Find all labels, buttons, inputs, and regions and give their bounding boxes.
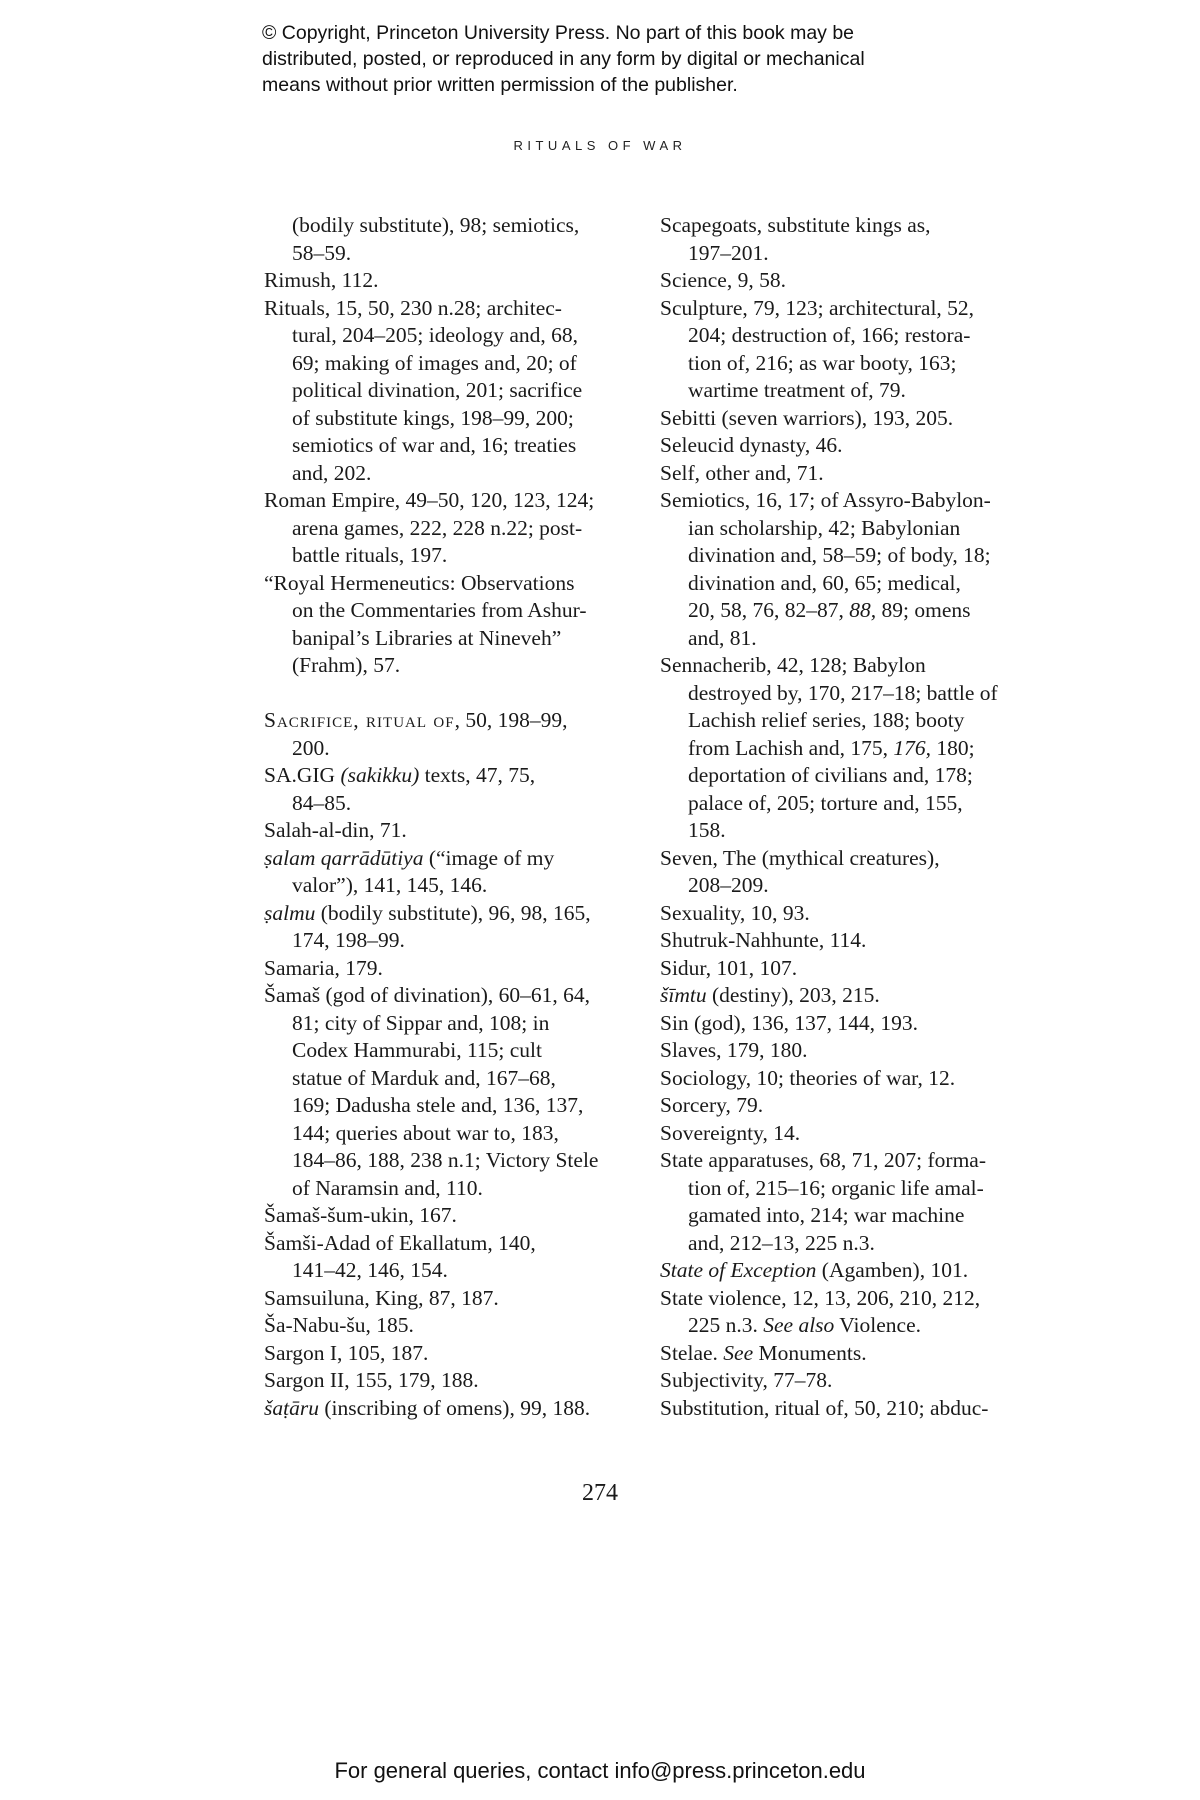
index-entry-continuation xyxy=(264,1257,644,1285)
index-entry xyxy=(264,817,644,845)
index-entry-continuation xyxy=(660,240,1040,268)
index-entry-continuation xyxy=(660,872,1040,900)
index-text: See xyxy=(723,1340,754,1365)
index-entry-continuation xyxy=(660,707,1040,735)
index-entry xyxy=(264,1340,644,1368)
index-text: 180; xyxy=(931,735,975,760)
index-text: deportation of civilians and, 178; xyxy=(688,763,973,787)
copyright-line: means without prior written permission of the publisher. xyxy=(262,74,738,96)
index-text: Šamši-Adad of Ekallatum, 140, xyxy=(264,1230,536,1255)
index-entry xyxy=(264,982,644,1010)
index-entry xyxy=(660,1037,1040,1065)
index-text: (“image of my xyxy=(423,845,555,870)
index-text: divination and, 58–59; of body, 18; xyxy=(688,543,991,567)
page-number: 274 xyxy=(582,1480,618,1506)
index-entry xyxy=(264,1312,644,1340)
index-text: šaṭāru xyxy=(264,1395,319,1420)
index-entry xyxy=(660,1120,1040,1148)
index-text: Sacrifice, ritual of xyxy=(264,708,455,732)
index-entry-continuation xyxy=(660,762,1040,790)
index-text: Sculpture, 79, 123; architectural, 52, xyxy=(660,295,975,320)
index-entry-continuation xyxy=(660,515,1040,543)
index-entry-continuation xyxy=(264,432,644,460)
running-head: RITUALS OF WAR xyxy=(513,138,687,153)
index-column-right xyxy=(660,212,1040,1422)
index-entry-continuation xyxy=(660,377,1040,405)
index-entry-continuation xyxy=(264,515,644,543)
index-entry xyxy=(660,927,1040,955)
index-entry xyxy=(264,1285,644,1313)
index-entry-continuation xyxy=(660,597,1040,625)
index-text: from Lachish and, 175, xyxy=(688,735,894,760)
index-entry-continuation xyxy=(264,212,644,240)
index-entry xyxy=(264,295,644,323)
index-entry xyxy=(660,1285,1040,1313)
index-entry xyxy=(264,1367,644,1395)
index-text: Slaves, 179, 180. xyxy=(660,1038,808,1062)
index-entry xyxy=(660,900,1040,928)
index-entry-continuation xyxy=(264,1010,644,1038)
index-text: valor”), 141, 145, 146. xyxy=(292,873,488,897)
index-text: gamated into, 214; war machine xyxy=(688,1203,965,1227)
index-entry-continuation xyxy=(660,625,1040,653)
index-text: banipal’s Libraries at Nineveh” xyxy=(292,625,562,650)
index-text: Šamaš (god of divination), 60–61, 64, xyxy=(264,983,591,1007)
index-text: Sovereignty, 14. xyxy=(660,1120,801,1145)
index-text: Sin (god), 136, 137, 144, 193. xyxy=(660,1010,918,1035)
index-entry xyxy=(264,762,644,790)
index-text: 208–209. xyxy=(688,873,769,897)
index-text: Codex Hammurabi, 115; cult xyxy=(292,1038,542,1062)
index-entry-continuation xyxy=(264,460,644,488)
index-entry xyxy=(264,1395,644,1423)
index-text: ṣalmu xyxy=(264,900,316,925)
index-entry xyxy=(660,1147,1040,1175)
index-entry xyxy=(660,487,1040,515)
index-text: Sebitti (seven warriors), 193, 205. xyxy=(660,405,954,430)
index-text: tion of, 216; as war booty, 163; xyxy=(688,350,957,375)
index-entry-continuation xyxy=(264,350,644,378)
index-entry-continuation xyxy=(264,405,644,433)
index-entry-continuation xyxy=(264,1147,644,1175)
index-text: political divination, 201; sacrifice xyxy=(292,378,583,402)
index-text: 197–201. xyxy=(688,240,769,265)
index-text: tion of, 215–16; organic life amal- xyxy=(688,1175,984,1200)
index-entry-continuation xyxy=(264,790,644,818)
index-text: Roman Empire, 49–50, 120, 123, 124; xyxy=(264,488,595,512)
index-entry xyxy=(660,982,1040,1010)
index-entry xyxy=(660,1092,1040,1120)
index-entry xyxy=(660,405,1040,433)
index-text: 144; queries about war to, 183, xyxy=(292,1120,559,1145)
index-text: 176, xyxy=(893,735,932,760)
index-entry-continuation xyxy=(264,1065,644,1093)
index-entry xyxy=(264,955,644,983)
index-text: 158. xyxy=(688,818,726,842)
index-text: Ša-Nabu-šu, 185. xyxy=(264,1313,414,1337)
index-entry xyxy=(660,1395,1040,1423)
index-entry-continuation xyxy=(660,735,1040,763)
index-entry xyxy=(660,1340,1040,1368)
index-text: statue of Marduk and, 167–68, xyxy=(292,1065,556,1090)
index-text: Seleucid dynasty, 46. xyxy=(660,433,843,457)
index-text: Science, 9, 58. xyxy=(660,268,786,292)
index-entry-continuation xyxy=(660,322,1040,350)
index-text: 204; destruction of, 166; restora- xyxy=(688,323,971,347)
index-text: 169; Dadusha stele and, 136, 137, xyxy=(292,1093,584,1117)
index-text: Salah-al-din, 71. xyxy=(264,818,407,842)
index-text: Substitution, ritual of, 50, 210; abduc- xyxy=(660,1395,989,1420)
index-text: wartime treatment of, 79. xyxy=(688,378,906,402)
copyright-notice xyxy=(262,20,1022,98)
index-text: Samaria, 179. xyxy=(264,955,383,980)
index-entry xyxy=(660,267,1040,295)
index-entry-continuation xyxy=(660,1230,1040,1258)
index-text: texts, 47, 75, xyxy=(419,763,536,787)
index-entry-continuation xyxy=(264,597,644,625)
index-entry xyxy=(660,1257,1040,1285)
index-text: šīmtu xyxy=(660,983,707,1007)
index-entry-continuation xyxy=(264,240,644,268)
index-text: Monuments. xyxy=(753,1340,867,1365)
index-entry-continuation xyxy=(264,322,644,350)
index-text: Sennacherib, 42, 128; Babylon xyxy=(660,653,926,677)
footer-contact: For general queries, contact info@press.princeton.edu xyxy=(334,1758,866,1783)
index-entry-continuation xyxy=(660,542,1040,570)
index-text: palace of, 205; torture and, 155, xyxy=(688,790,963,815)
index-text: on the Commentaries from Ashur- xyxy=(292,598,587,622)
index-text: Self, other and, 71. xyxy=(660,460,824,485)
index-text: 174, 198–99. xyxy=(292,928,405,952)
index-text: 20, 58, 76, 82–87, xyxy=(688,598,850,622)
index-text: “Royal Hermeneutics: Observations xyxy=(264,570,575,595)
index-text: SA.GIG xyxy=(264,763,341,787)
index-text: (Frahm), 57. xyxy=(292,653,401,677)
index-text: ian scholarship, 42; Babylonian xyxy=(688,515,961,540)
index-entry xyxy=(660,955,1040,983)
index-text: Violence. xyxy=(834,1313,921,1337)
index-text: 84–85. xyxy=(292,790,352,815)
index-text: Semiotics, 16, 17; of Assyro-Babylon- xyxy=(660,488,991,512)
index-text: (destiny), 203, 215. xyxy=(706,983,880,1007)
index-entry-continuation xyxy=(660,817,1040,845)
index-text: battle rituals, 197. xyxy=(292,543,448,567)
index-text: Subjectivity, 77–78. xyxy=(660,1368,833,1392)
index-text: State of Exception xyxy=(660,1258,817,1282)
index-text: ṣalam qarrādūtiya xyxy=(264,845,424,870)
index-entry xyxy=(264,487,644,515)
index-text: , 50, 198–99, xyxy=(454,708,568,732)
index-entry-continuation xyxy=(264,735,644,763)
index-text: divination and, 60, 65; medical, xyxy=(688,570,961,595)
index-entry-continuation xyxy=(264,625,644,653)
copyright-line: © Copyright, Princeton University Press. No part of this book may be xyxy=(262,22,855,44)
index-text: and, 202. xyxy=(292,460,372,485)
index-text: 69; making of images and, 20; of xyxy=(292,350,577,375)
index-entry-continuation xyxy=(264,652,644,680)
index-entry xyxy=(264,845,644,873)
index-text: 81; city of Sippar and, 108; in xyxy=(292,1010,550,1035)
index-text: 184–86, 188, 238 n.1; Victory Stele xyxy=(292,1148,599,1172)
index-entry xyxy=(660,1065,1040,1093)
index-text: Samsuiluna, King, 87, 187. xyxy=(264,1285,499,1310)
index-text: Sociology, 10; theories of war, 12. xyxy=(660,1065,956,1090)
index-text: Rituals, 15, 50, 230 n.28; architec- xyxy=(264,295,562,320)
index-text: 89; omens xyxy=(876,598,971,622)
index-entry-continuation xyxy=(264,377,644,405)
index-text: (sakikku) xyxy=(340,763,420,787)
index-text: Shutruk-Nahhunte, 114. xyxy=(660,928,867,952)
index-text: (inscribing of omens), 99, 188. xyxy=(318,1395,591,1420)
index-text: and, 212–13, 225 n.3. xyxy=(688,1230,875,1255)
index-entry-continuation xyxy=(660,790,1040,818)
index-entry xyxy=(660,460,1040,488)
index-entry-continuation xyxy=(264,1037,644,1065)
index-text: Seven, The (mythical creatures), xyxy=(660,845,940,870)
index-entry xyxy=(660,845,1040,873)
index-entry-continuation xyxy=(660,1175,1040,1203)
index-text: arena games, 222, 228 n.22; post- xyxy=(292,515,583,540)
index-text: semiotics of war and, 16; treaties xyxy=(292,433,577,457)
index-text: Lachish relief series, 188; booty xyxy=(688,708,965,732)
index-entry xyxy=(660,212,1040,240)
index-text: Šamaš-šum-ukin, 167. xyxy=(264,1203,457,1227)
index-entry xyxy=(264,900,644,928)
index-entry-continuation xyxy=(264,1120,644,1148)
index-text: of Naramsin and, 110. xyxy=(292,1175,483,1200)
index-entry-continuation xyxy=(264,1175,644,1203)
index-entry-continuation xyxy=(660,1202,1040,1230)
index-entry-continuation xyxy=(264,927,644,955)
index-entry-continuation xyxy=(264,872,644,900)
index-entry xyxy=(660,295,1040,323)
index-text: 200. xyxy=(292,735,330,760)
index-entry-continuation xyxy=(660,680,1040,708)
index-entry xyxy=(660,652,1040,680)
index-entry xyxy=(660,1367,1040,1395)
index-entry xyxy=(660,432,1040,460)
index-text: See also xyxy=(763,1313,835,1337)
index-text: (bodily substitute), 96, 98, 165, xyxy=(315,900,591,925)
index-text: destroyed by, 170, 217–18; battle of xyxy=(688,680,998,705)
index-entry-continuation xyxy=(264,1092,644,1120)
index-text: (Agamben), 101. xyxy=(816,1258,969,1282)
section-gap xyxy=(264,680,644,708)
copyright-line: distributed, posted, or reproduced in any form by digital or mechanical xyxy=(262,48,865,70)
index-text: 225 n.3. xyxy=(688,1313,764,1337)
index-entry xyxy=(264,267,644,295)
index-entry xyxy=(264,570,644,598)
index-entry xyxy=(264,1202,644,1230)
index-entry-continuation xyxy=(264,542,644,570)
index-entry-continuation xyxy=(660,1312,1040,1340)
index-text: of substitute kings, 198–99, 200; xyxy=(292,405,574,430)
index-entry-continuation xyxy=(660,350,1040,378)
index-text: Stelae. xyxy=(660,1340,724,1365)
index-text: Scapegoats, substitute kings as, xyxy=(660,213,931,237)
index-entry xyxy=(264,707,644,735)
index-text: tural, 204–205; ideology and, 68, xyxy=(292,323,579,347)
index-text: 88, xyxy=(849,598,877,622)
index-column-left xyxy=(264,212,644,1422)
index-entry-continuation xyxy=(660,570,1040,598)
index-text: (bodily substitute), 98; semiotics, xyxy=(292,213,580,237)
index-text: Rimush, 112. xyxy=(264,268,379,292)
index-text: Sexuality, 10, 93. xyxy=(660,900,810,925)
index-text: and, 81. xyxy=(688,625,757,650)
index-text: Sidur, 101, 107. xyxy=(660,955,798,980)
index-entry xyxy=(264,1230,644,1258)
index-text: 58–59. xyxy=(292,240,352,265)
index-entry xyxy=(660,1010,1040,1038)
index-text: State violence, 12, 13, 206, 210, 212, xyxy=(660,1285,981,1310)
index-text: State apparatuses, 68, 71, 207; forma- xyxy=(660,1148,986,1172)
index-text: 141–42, 146, 154. xyxy=(292,1258,448,1282)
index-text: Sargon II, 155, 179, 188. xyxy=(264,1368,479,1392)
index-text: Sorcery, 79. xyxy=(660,1093,764,1117)
index-text: Sargon I, 105, 187. xyxy=(264,1340,429,1365)
